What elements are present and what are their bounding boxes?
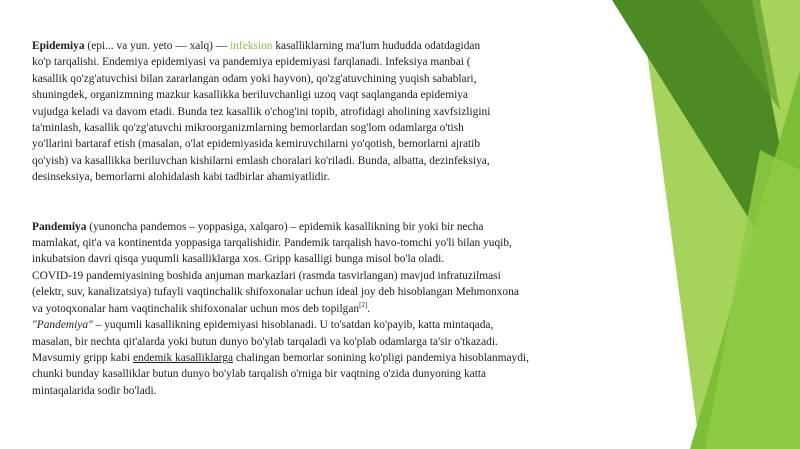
text-line: chunki bunday kasalliklar butun dunyo bo'ylab tarqalish o'rniga bir vaqtning o'zida dunyoning katta bbox=[32, 368, 487, 381]
link-infeksion[interactable]: infeksion bbox=[230, 40, 273, 52]
text-line: inkubatsion davri qisqa yuqumli kasalliklarga xos. Gripp kasalligi bunga misol bo'la oladi. bbox=[32, 253, 445, 266]
text-line: shuningdek, organizmning mazkur kasallikka beriluvchanligi uzoq vaqt saqlanganda epidemiya bbox=[32, 89, 468, 102]
text-line bbox=[32, 38, 602, 54]
term-epidemiya: Epidemiya bbox=[32, 40, 85, 52]
term-pandemiya: Pandemiya bbox=[32, 220, 87, 233]
text-line: masalan, bir nechta qit'alarda yoki butun dunyo bo'ylab tarqaladi va ko'plab odamlarga ta'sir o'tkazadi. bbox=[32, 335, 498, 348]
text-line: ko'p tarqalishi. Endemiya epidemiyasi va pandemiya epidemiyasi farqlanadi. Infeksiya manbai ( bbox=[32, 56, 471, 69]
text-line: vujudga keladi va davom etadi. Bunda tez kasallik o'chog'ini topib, atrofidagi aholining xavfsizligini bbox=[32, 105, 491, 118]
etymology-text: (epi... va yun. yeto — xalq) — bbox=[84, 40, 231, 52]
text-line bbox=[32, 301, 602, 317]
text-run: . bbox=[367, 302, 371, 315]
text-line: (elektr, suv, kanalizatsiya) tufayli vaqtinchalik shifoxonalar uchun ideal joy deb hisoblangan Mehmonxona bbox=[32, 286, 519, 299]
text-run: va yotoqxonalar ham vaqtinchalik shifoxonalar uchun mos deb topilgan bbox=[32, 302, 360, 315]
text-line: kasallik qo'zg'atuvchisi bilan zararlangan odam yoki hayvon), qo'zg'atuvchining yuqish sabablari, bbox=[32, 72, 477, 85]
citation-link[interactable]: [2] bbox=[359, 300, 368, 309]
text-line: qo'yish) va kasallikka beriluvchan kishilarni emlash choralari ko'riladi. Bunda, albatta, dezinfeksiya, bbox=[32, 154, 490, 167]
text-run: (yunoncha pandemos – yoppasiga, xalqaro) – epidemik kasallikning bir yoki bir necha bbox=[86, 220, 484, 233]
link-endemik-kasalliklarga[interactable]: endemik kasalliklarga bbox=[132, 351, 233, 364]
text-run: Mavsumiy gripp kabi bbox=[32, 351, 133, 364]
text-run: kasalliklarning ma'lum hududda odatdagidan bbox=[272, 40, 481, 52]
text-line bbox=[32, 219, 602, 235]
text-line: desinseksiya, bemorlarni alohidalash kabi tadbirlar ahamiyatlidir. bbox=[32, 171, 330, 184]
document-body bbox=[32, 38, 602, 399]
text-run: chalingan bemorlar sonining ko'pligi pandemiya hisoblanmaydi, bbox=[233, 351, 529, 364]
text-line: ta'minlash, kasallik qo'zg'atuvchi mikroorganizmlarning bemorlardan sog'lom odamlarga o'tish bbox=[32, 122, 464, 135]
term-pandemiya-quote: "Pandemiya" bbox=[32, 319, 93, 332]
paragraph-pandemiya bbox=[32, 219, 602, 399]
text-run: – yuqumli kasallikning epidemiyasi hisoblanadi. U to'satdan ko'payib, katta mintaqada, bbox=[92, 319, 494, 332]
text-line: mamlakat, qit'a va kontinentda yoppasiga tarqalishidir. Pandemik tarqalish havo-tomchi yo'li bilan yuqib, bbox=[32, 237, 512, 250]
paragraph-epidemiya bbox=[32, 38, 602, 186]
text-line: yo'llarini bartaraf etish (masalan, o'lat epidemiyasida kemiruvchilarni yo'qotish, bemorlarni ajratib bbox=[32, 138, 481, 151]
text-line: COVID-19 pandemiyasining boshida anjuman markazlari (rasmda tasvirlangan) mavjud infratuzilmasi bbox=[32, 269, 501, 282]
text-line bbox=[32, 350, 602, 366]
text-line bbox=[32, 317, 602, 333]
text-line: mintaqalarida sodir bo'ladi. bbox=[32, 384, 157, 397]
